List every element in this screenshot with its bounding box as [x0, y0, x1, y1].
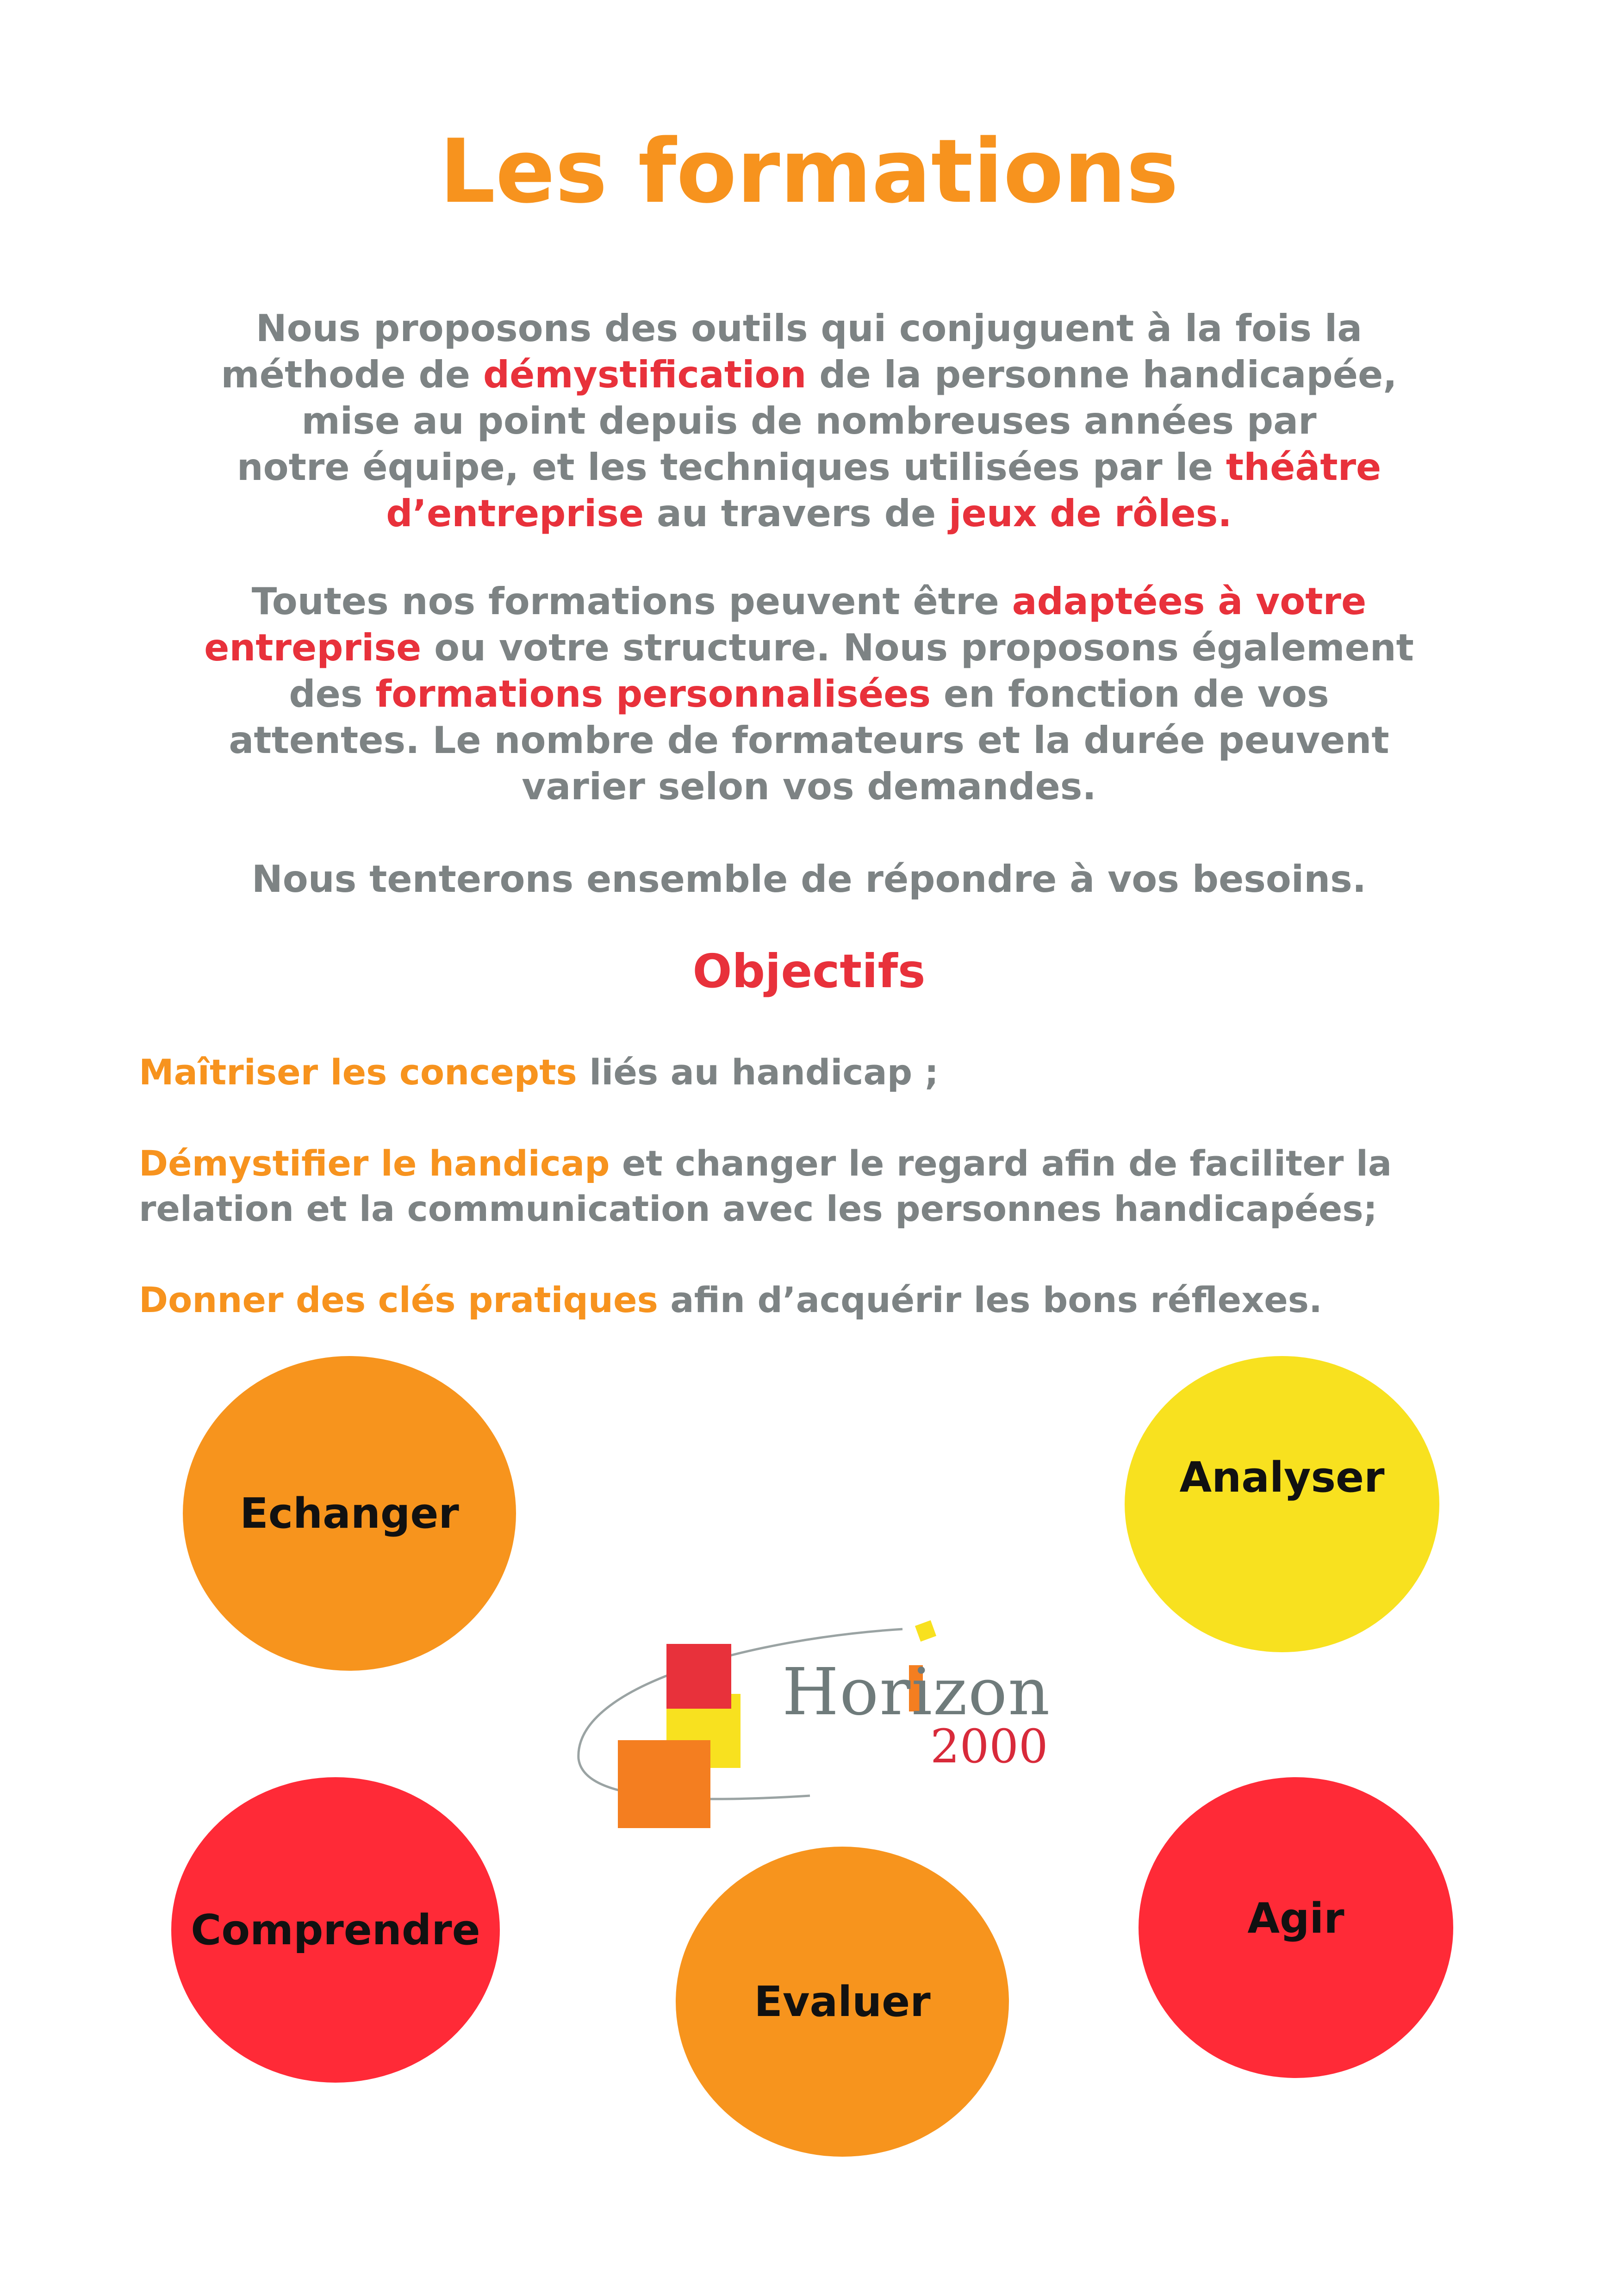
objective-item-2: Démystifier le handicap et changer le regard afin de faciliter la relation et la communication avec les personnes handicapées;: [139, 1143, 1392, 1229]
horizon-2000-logo: [569, 1601, 1074, 1833]
objective-item-1: Maîtriser les concepts liés au handicap ;: [139, 1052, 939, 1093]
circle-echanger: Echanger: [183, 1356, 516, 1671]
objective-item-3: Donner des clés pratiques afin d’acquérir les bons réflexes.: [139, 1279, 1322, 1320]
logo-name: Horizon: [782, 1655, 1051, 1730]
logo-number: 2000: [930, 1719, 1048, 1773]
circle-evaluer: Evaluer: [676, 1847, 1009, 2157]
intro-paragraph-3: Nous tenterons ensemble de répondre à vos besoins.: [251, 858, 1367, 901]
intro-paragraph-2: Toutes nos formations peuvent être adaptées à votre entreprise ou votre structure. Nous proposons également des formations personnalisées en fonction de vos attentes. Le nombre de formateurs et la durée peuvent varier selon vos demandes.: [204, 580, 1414, 808]
circle-comprendre: Comprendre: [171, 1777, 500, 2083]
intro-paragraph-1: Nous proposons des outils qui conjuguent à la fois la méthode de démystification de la personne handicapée, mise au point depuis de nombreuses années par notre équipe, et les techniques utilisées par le théâtre d’entreprise au travers de jeux de rôles.: [221, 307, 1397, 535]
page-title: Les formations: [439, 120, 1179, 223]
objectives-title: Objectifs: [692, 944, 926, 998]
circle-agir: Agir: [1139, 1777, 1453, 2078]
circle-analyser: Analyser: [1125, 1356, 1439, 1652]
